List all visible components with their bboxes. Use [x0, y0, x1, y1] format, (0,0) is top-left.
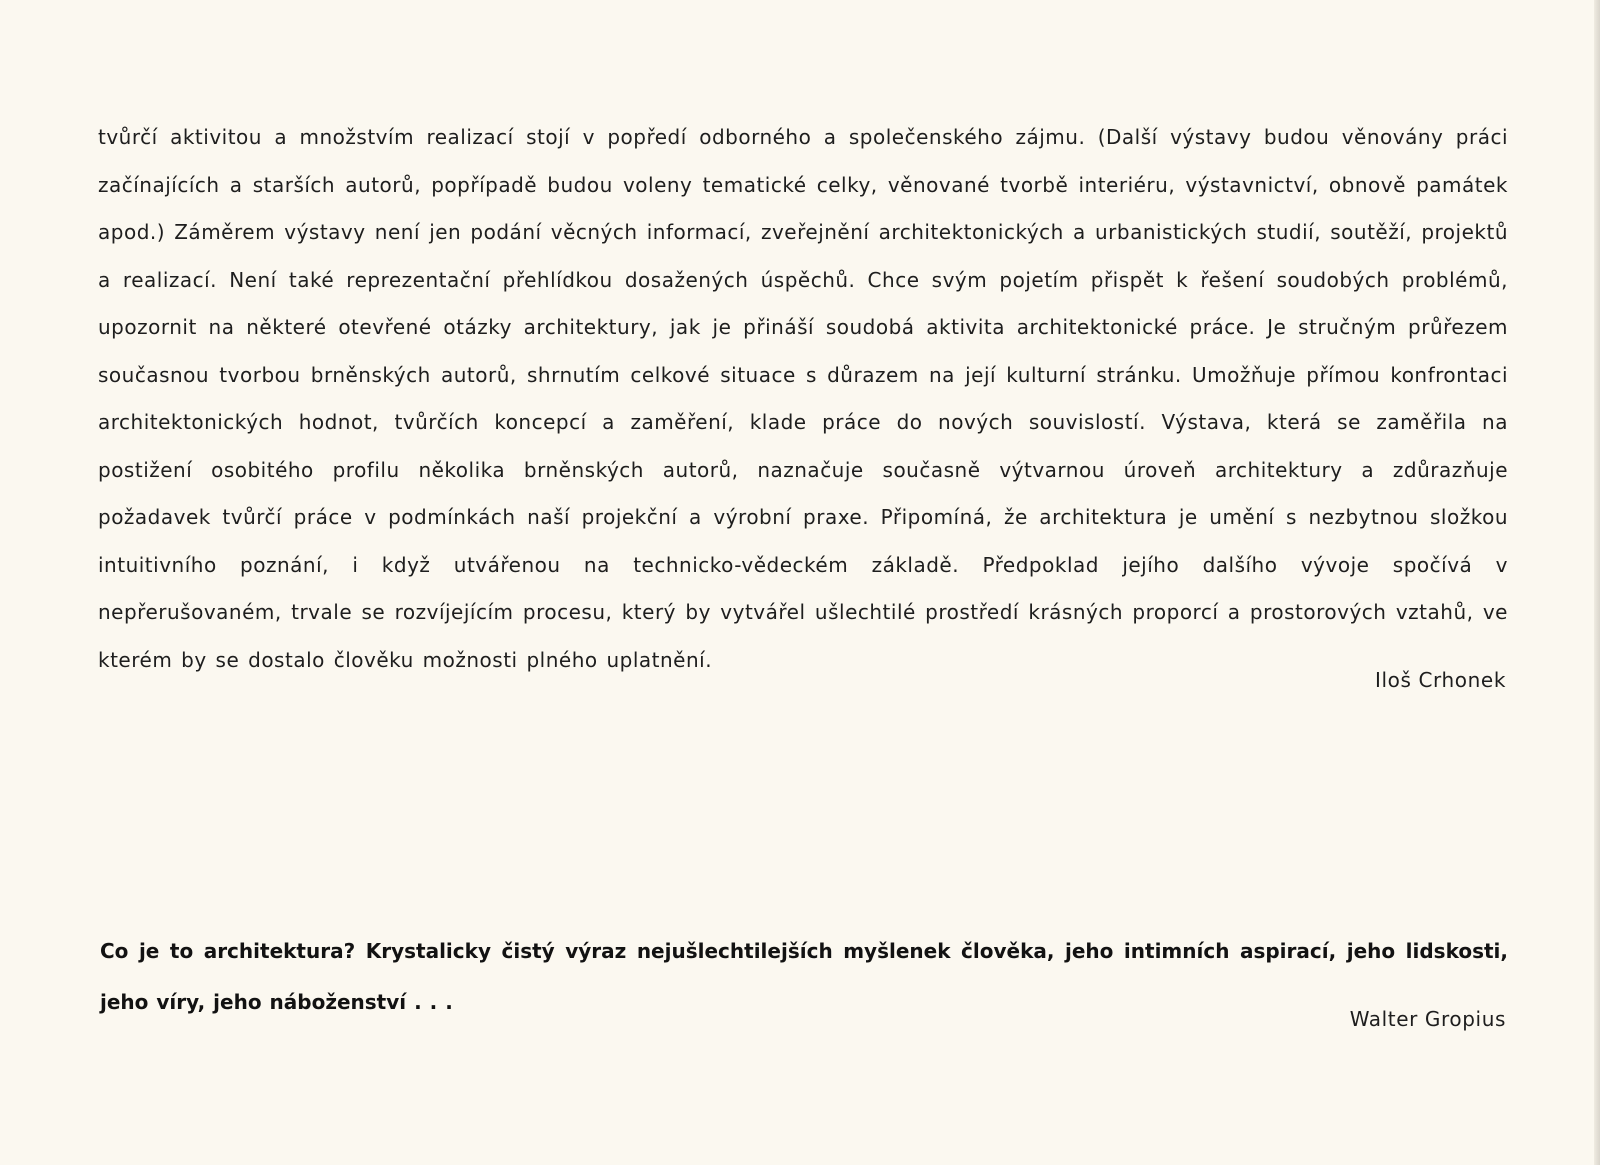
- author-signature: Iloš Crhonek: [1375, 668, 1506, 692]
- quote-attribution: Walter Gropius: [1349, 1007, 1506, 1031]
- main-paragraph: tvůrčí aktivitou a množstvím realizací stojí v popředí odborného a společenského zájmu. (Další výstavy budou věnovány práci začínajících a starších autorů, popřípadě budou voleny tematické celky, věnované tvorbě interiéru, výstavnictví, obnově památek apod.) Záměrem výstavy není jen podání věcných informací, zveřejnění architektonických a urbanistických studií, soutěží, projektů a realizací. Není také reprezentační přehlídkou dosažených úspěchů. Chce svým pojetím přispět k řešení soudobých problémů, upozornit na některé otevřené otázky architektury, jak je přináší soudobá aktivita architektonické práce. Je stručným průřezem současnou tvorbou brněnských autorů, shrnutím celkové situace s důrazem na její kulturní stránku. Umožňuje přímou konfrontaci architektonických hodnot, tvůrčích koncepcí a zaměření, klade práce do nových souvislostí. Výstava, která se zaměřila na postižení osobitého profilu několika brněnských autorů, naznačuje současně výtvarnou úroveň architektury a zdůrazňuje požadavek tvůrčí práce v podmínkách naší projekční a výrobní praxe. Připomíná, že architektura je umění s nezbytnou složkou intuitivního poznání, i když utvářenou na technicko-vědeckém základě. Předpoklad jejího dalšího vývoje spočívá v nepřerušovaném, trvale se rozvíjejícím procesu, který by vytvářel ušlechtilé prostředí krásných proporcí a prostorových vztahů, ve kterém by se dostalo člověku možnosti plného uplatnění.: [98, 125, 1508, 672]
- page-edge: [1594, 0, 1600, 1165]
- gropius-quote: Co je to architektura? Krystalicky čistý výraz nejušlechtilejších myšlenek člověka, jeho intimních aspirací, jeho lidskosti, jeho víry, jeho náboženství . . .: [100, 939, 1508, 1014]
